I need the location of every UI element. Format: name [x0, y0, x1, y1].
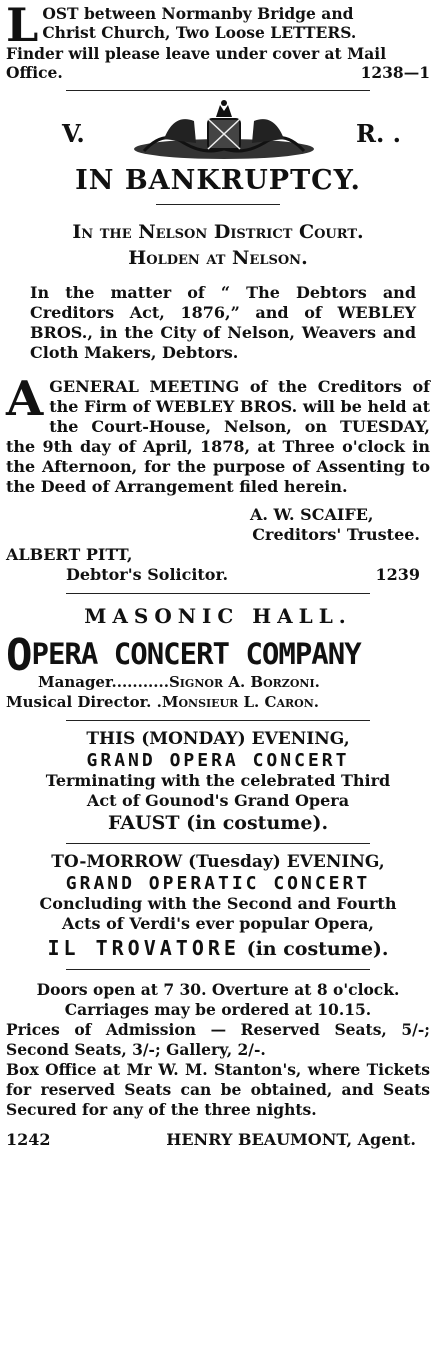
bankruptcy-ref-number: 1239	[375, 565, 420, 584]
divider	[66, 90, 370, 91]
company-staff	[6, 672, 430, 712]
carriages-line: Carriages may be ordered at 10.15.	[64, 1000, 372, 1019]
tuesday-title: GRAND OPERATIC CONCERT	[65, 873, 371, 894]
solicitor-row	[6, 565, 430, 585]
tuesday-line-1: Concluding with the Second and Fourth	[39, 894, 397, 913]
matter-paragraph	[30, 283, 416, 363]
director-line	[6, 692, 430, 712]
signatures	[6, 505, 430, 585]
lost-ref-number: 1238—1	[360, 63, 430, 82]
solicitor-role: Debtor's Solicitor.	[66, 565, 229, 584]
company-title-rest: PERA CONCERT COMPANY	[31, 637, 361, 671]
tuesday-costume: (in costume).	[246, 938, 389, 960]
concert-ref-number: 1242	[6, 1130, 51, 1149]
lost-line-1: OST between Normanby Bridge and	[42, 4, 354, 23]
monday-title: GRAND OPERA CONCERT	[86, 750, 350, 771]
monday-heading: THIS (MONDAY) EVENING,	[86, 729, 350, 749]
concert-info	[6, 980, 430, 1120]
tuesday-concert	[6, 852, 430, 961]
lost-letters-advert	[6, 0, 430, 82]
bankruptcy-heading: IN BANKRUPTCY.	[75, 165, 361, 196]
lost-line-4: Office.	[6, 63, 63, 82]
lost-dropcap: L	[6, 0, 39, 52]
crest-right-letter: R. .	[356, 119, 402, 148]
prices-line: Prices of Admission — Reserved Seats, 5/-; Second Seats, 3/-; Gallery, 2/-.	[6, 1020, 430, 1059]
solicitor-name: ALBERT PITT,	[6, 545, 133, 564]
tuesday-line-2: Acts of Verdi's ever popular Opera,	[62, 914, 374, 933]
box-office-line: Box Office at Mr W. M. Stanton's, where Tickets for reserved Seats can be obtained, and Seats Secured for any of the three nights.	[6, 1060, 430, 1119]
doors-line: Doors open at 7 30. Overture at 8 o'clock.	[36, 980, 400, 999]
crest-left-letter: V.	[62, 119, 85, 148]
meeting-text: GENERAL MEETING of the Creditors of the Firm of WEBLEY BROS. will be held at the Court-House, Nelson, on TUESDAY, the 9th day of April, 1878, at Three o'clock in the Afternoon, for the purpose of Assenting to the Deed of Arrangement filed herein.	[6, 377, 430, 496]
divider	[66, 593, 370, 594]
tuesday-heading: TO-MORROW (Tuesday) EVENING,	[51, 852, 385, 872]
trustee-role: Creditors' Trustee.	[252, 525, 420, 544]
monday-concert	[6, 729, 430, 835]
director-label: Musical Director. .	[6, 693, 162, 711]
divider	[66, 720, 370, 721]
royal-coat-of-arms-icon	[124, 99, 324, 163]
manager-name: Signor A. Borzoni.	[168, 673, 320, 691]
court-line-1: In the Nelson District Court.	[72, 221, 364, 243]
trustee-name: A. W. SCAIFE,	[250, 505, 374, 524]
divider	[66, 969, 370, 970]
manager-label: Manager...........	[38, 673, 169, 691]
concert-footer	[6, 1130, 430, 1149]
court-line-2: Holden at Nelson.	[128, 247, 308, 269]
lost-line-2: Christ Church, Two Loose LETTERS.	[42, 23, 357, 42]
monday-opera: FAUST (in costume).	[107, 812, 329, 834]
director-name: Monsieur L. Caron.	[161, 693, 319, 711]
divider	[66, 843, 370, 844]
tuesday-opera-row	[6, 936, 430, 961]
tuesday-opera: IL TROVATORE	[47, 936, 240, 960]
company-title	[6, 630, 430, 681]
lost-line-3: Finder will please leave under cover at Mail	[6, 44, 387, 63]
monday-line-2: Act of Gounod's Grand Opera	[86, 791, 350, 810]
court-heading	[6, 219, 430, 271]
manager-line	[6, 672, 430, 692]
meeting-notice	[6, 371, 430, 497]
agent-name: HENRY BEAUMONT, Agent.	[166, 1130, 416, 1149]
matter-text: In the matter of “ The Debtors and Creditors Act, 1876,” and of WEBLEY BROS., in the City of Nelson, Weavers and Cloth Makers, Debtors.	[30, 283, 416, 362]
lost-line-4-row	[6, 63, 430, 82]
meeting-dropcap: A	[6, 371, 44, 427]
crest-row	[6, 99, 430, 163]
divider	[156, 204, 280, 205]
company-dropcap: O	[6, 630, 32, 681]
venue-heading: MASONIC HALL.	[84, 604, 352, 628]
monday-line-1: Terminating with the celebrated Third	[45, 771, 391, 790]
